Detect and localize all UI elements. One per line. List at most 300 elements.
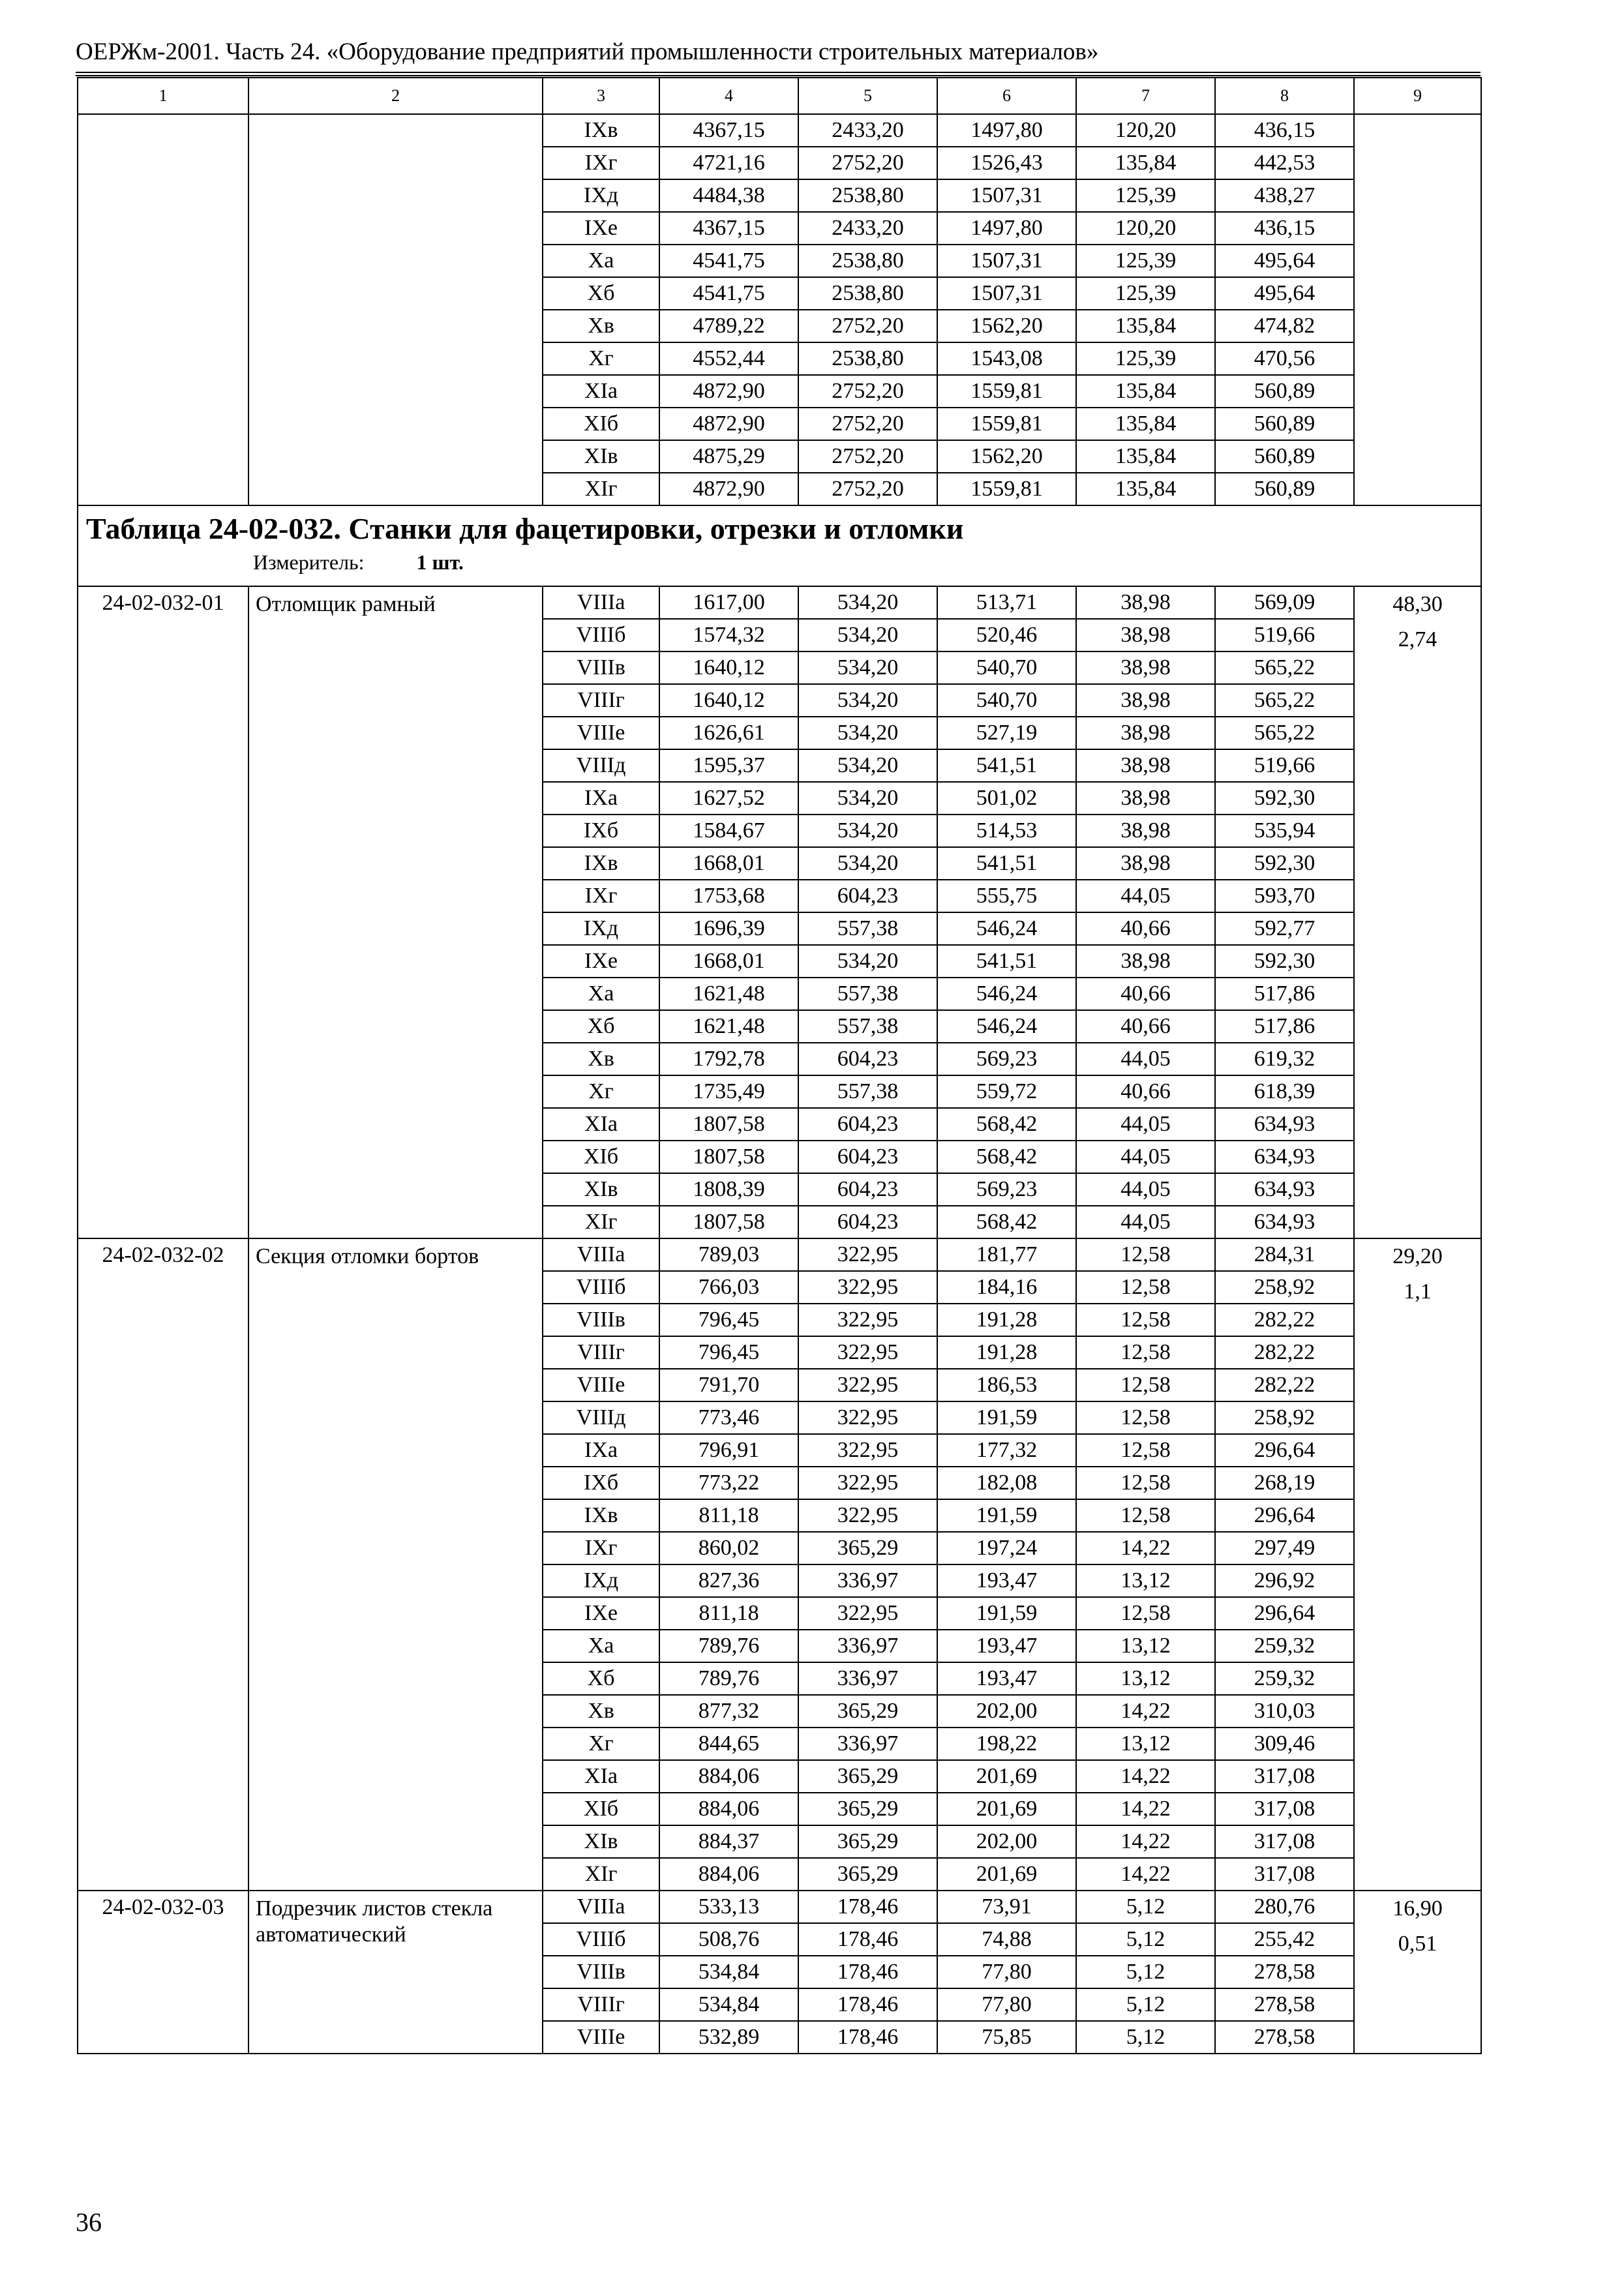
data-cell: 44,05 — [1076, 1173, 1215, 1206]
data-cell: Xб — [543, 1010, 659, 1043]
data-cell: 4872,90 — [659, 408, 798, 440]
data-cell: 604,23 — [798, 1043, 937, 1075]
data-cell: VIIIг — [543, 1336, 659, 1369]
data-cell: 13,12 — [1076, 1728, 1215, 1760]
col9-value: 1,1 — [1404, 1279, 1432, 1304]
data-cell: 278,58 — [1215, 1988, 1354, 2021]
data-cell: 634,93 — [1215, 1108, 1354, 1141]
data-cell: 1627,52 — [659, 782, 798, 815]
data-cell: 5,12 — [1076, 1923, 1215, 1956]
page-number: 36 — [76, 2207, 102, 2237]
data-cell: 125,39 — [1076, 245, 1215, 277]
data-cell: 258,92 — [1215, 1401, 1354, 1434]
data-cell: 495,64 — [1215, 245, 1354, 277]
data-cell: 258,92 — [1215, 1271, 1354, 1304]
name-cell: Подрезчик листов стекла автоматический — [248, 1891, 543, 2054]
data-cell: VIIIе — [543, 1369, 659, 1401]
data-cell: 592,30 — [1215, 847, 1354, 880]
data-cell: IXг — [543, 147, 659, 179]
data-cell: 1507,31 — [937, 245, 1076, 277]
data-cell: 1807,58 — [659, 1108, 798, 1141]
data-cell: 40,66 — [1076, 912, 1215, 945]
data-cell: 604,23 — [798, 1141, 937, 1173]
data-cell: 1621,48 — [659, 1010, 798, 1043]
data-cell: 557,38 — [798, 1075, 937, 1108]
data-cell: 322,95 — [798, 1597, 937, 1630]
data-cell: IXв — [543, 847, 659, 880]
data-cell: IXб — [543, 1467, 659, 1499]
data-cell: XIг — [543, 1206, 659, 1238]
data-cell: 135,84 — [1076, 310, 1215, 342]
data-cell: 2433,20 — [798, 114, 937, 147]
data-cell: 1543,08 — [937, 342, 1076, 375]
data-cell: 634,93 — [1215, 1141, 1354, 1173]
data-cell: XIб — [543, 1141, 659, 1173]
data-cell: 77,80 — [937, 1988, 1076, 2021]
measure-label: Измеритель: — [253, 550, 365, 574]
data-cell: 282,22 — [1215, 1304, 1354, 1336]
data-cell: 517,86 — [1215, 978, 1354, 1010]
data-cell: 4875,29 — [659, 440, 798, 473]
measure-value: 1 шт. — [416, 550, 464, 574]
data-cell: 40,66 — [1076, 1010, 1215, 1043]
data-cell: 546,24 — [937, 912, 1076, 945]
data-cell: 284,31 — [1215, 1238, 1354, 1271]
data-cell: 309,46 — [1215, 1728, 1354, 1760]
data-cell: XIа — [543, 375, 659, 408]
data-cell: 14,22 — [1076, 1695, 1215, 1728]
data-cell: 317,08 — [1215, 1760, 1354, 1793]
data-cell: 178,46 — [798, 1956, 937, 1988]
col9-value: 0,51 — [1398, 1932, 1437, 1956]
data-cell: 436,15 — [1215, 212, 1354, 245]
data-cell: 201,69 — [937, 1793, 1076, 1825]
data-cell: 297,49 — [1215, 1532, 1354, 1564]
data-cell: 560,89 — [1215, 440, 1354, 473]
data-cell: 860,02 — [659, 1532, 798, 1564]
data-cell: 4367,15 — [659, 114, 798, 147]
data-cell: 4552,44 — [659, 342, 798, 375]
col9-value: 29,20 — [1392, 1244, 1443, 1268]
data-cell: 322,95 — [798, 1369, 937, 1401]
data-cell: 191,28 — [937, 1336, 1076, 1369]
data-cell: IXе — [543, 212, 659, 245]
data-cell: 1574,32 — [659, 619, 798, 651]
data-cell: 2433,20 — [798, 212, 937, 245]
data-cell: 877,32 — [659, 1695, 798, 1728]
data-cell: 604,23 — [798, 880, 937, 912]
data-cell: 365,29 — [798, 1858, 937, 1891]
table-title-row — [78, 505, 1481, 586]
data-cell: 120,20 — [1076, 212, 1215, 245]
data-cell: 565,22 — [1215, 684, 1354, 717]
data-cell: 2752,20 — [798, 147, 937, 179]
data-cell: 1559,81 — [937, 408, 1076, 440]
data-cell: 282,22 — [1215, 1336, 1354, 1369]
data-cell: 38,98 — [1076, 847, 1215, 880]
data-cell: 534,84 — [659, 1988, 798, 2021]
data-cell: 592,77 — [1215, 912, 1354, 945]
data-cell: VIIIб — [543, 619, 659, 651]
data-cell: 322,95 — [798, 1336, 937, 1369]
data-cell: 2752,20 — [798, 310, 937, 342]
data-cell: 4484,38 — [659, 179, 798, 212]
name-cell: Секция отломки бортов — [248, 1238, 543, 1891]
data-cell: 40,66 — [1076, 1075, 1215, 1108]
data-cell: XIг — [543, 1858, 659, 1891]
data-cell: 884,37 — [659, 1825, 798, 1858]
data-cell: 1562,20 — [937, 440, 1076, 473]
data-cell: 557,38 — [798, 978, 937, 1010]
column-number: 9 — [1354, 78, 1481, 114]
data-cell: 592,30 — [1215, 945, 1354, 978]
data-cell: 1640,12 — [659, 684, 798, 717]
data-cell: IXб — [543, 815, 659, 847]
data-cell: Xг — [543, 1075, 659, 1108]
data-cell: IXг — [543, 1532, 659, 1564]
data-cell: 44,05 — [1076, 1108, 1215, 1141]
data-cell: 560,89 — [1215, 408, 1354, 440]
data-cell: VIIIе — [543, 717, 659, 749]
table-row — [78, 1238, 1481, 1271]
data-cell: 259,32 — [1215, 1662, 1354, 1695]
data-cell: 14,22 — [1076, 1858, 1215, 1891]
name-cell — [248, 114, 543, 505]
data-cell: 796,45 — [659, 1304, 798, 1336]
data-cell: 534,20 — [798, 651, 937, 684]
data-cell: 120,20 — [1076, 114, 1215, 147]
data-cell: 534,20 — [798, 717, 937, 749]
data-cell: 773,46 — [659, 1401, 798, 1434]
data-cell: 2538,80 — [798, 245, 937, 277]
data-cell: VIIIе — [543, 2021, 659, 2054]
data-cell: 470,56 — [1215, 342, 1354, 375]
data-cell: 278,58 — [1215, 2021, 1354, 2054]
data-cell: VIIIв — [543, 1304, 659, 1336]
data-cell: 365,29 — [798, 1760, 937, 1793]
data-cell: IXа — [543, 782, 659, 815]
header-rule-double — [76, 75, 1481, 76]
data-cell: Xг — [543, 1728, 659, 1760]
data-cell: 181,77 — [937, 1238, 1076, 1271]
data-cell: 1668,01 — [659, 847, 798, 880]
data-cell: 125,39 — [1076, 277, 1215, 310]
data-cell: 178,46 — [798, 1988, 937, 2021]
data-cell: 282,22 — [1215, 1369, 1354, 1401]
data-cell: 278,58 — [1215, 1956, 1354, 1988]
data-cell: 534,20 — [798, 847, 937, 880]
data-cell: 317,08 — [1215, 1793, 1354, 1825]
data-cell: 38,98 — [1076, 684, 1215, 717]
data-cell: 5,12 — [1076, 1891, 1215, 1923]
table-row — [78, 586, 1481, 619]
data-cell: XIв — [543, 1825, 659, 1858]
data-cell: VIIIа — [543, 1891, 659, 1923]
data-cell: 527,19 — [937, 717, 1076, 749]
data-cell: 296,92 — [1215, 1564, 1354, 1597]
data-cell: 438,27 — [1215, 179, 1354, 212]
data-cell: 1753,68 — [659, 880, 798, 912]
data-cell: 14,22 — [1076, 1825, 1215, 1858]
data-cell: VIIIб — [543, 1923, 659, 1956]
name-cell: Отломщик рамный — [248, 586, 543, 1238]
data-cell: 2538,80 — [798, 277, 937, 310]
data-cell: IXв — [543, 114, 659, 147]
data-cell: 12,58 — [1076, 1238, 1215, 1271]
data-cell: 474,82 — [1215, 310, 1354, 342]
table-row — [78, 114, 1481, 147]
data-cell: 1497,80 — [937, 212, 1076, 245]
data-cell: 135,84 — [1076, 408, 1215, 440]
data-cell: 569,23 — [937, 1173, 1076, 1206]
data-cell: 604,23 — [798, 1173, 937, 1206]
data-cell: 38,98 — [1076, 619, 1215, 651]
data-cell: 255,42 — [1215, 1923, 1354, 1956]
data-cell: 178,46 — [798, 1891, 937, 1923]
data-cell: 565,22 — [1215, 717, 1354, 749]
data-cell: 773,22 — [659, 1467, 798, 1499]
data-cell: 13,12 — [1076, 1630, 1215, 1662]
data-cell: 569,09 — [1215, 586, 1354, 619]
data-cell: 13,12 — [1076, 1662, 1215, 1695]
data-cell: 191,28 — [937, 1304, 1076, 1336]
data-cell: 533,13 — [659, 1891, 798, 1923]
data-cell: 519,66 — [1215, 619, 1354, 651]
data-cell: 322,95 — [798, 1304, 937, 1336]
data-cell: 193,47 — [937, 1662, 1076, 1695]
data-cell: 559,72 — [937, 1075, 1076, 1108]
data-cell: 811,18 — [659, 1499, 798, 1532]
document-header: ОЕРЖм-2001. Часть 24. «Оборудование предприятий промышленности строительных материалов» — [76, 38, 1099, 65]
data-cell: 280,76 — [1215, 1891, 1354, 1923]
data-cell: 555,75 — [937, 880, 1076, 912]
col9-cell — [1354, 1891, 1481, 2054]
data-cell: 296,64 — [1215, 1434, 1354, 1467]
data-cell: 789,03 — [659, 1238, 798, 1271]
data-cell: IXд — [543, 179, 659, 212]
col9-cell — [1354, 1238, 1481, 1891]
code-cell: 24-02-032-01 — [78, 586, 248, 1238]
data-cell: 789,76 — [659, 1662, 798, 1695]
data-cell: 322,95 — [798, 1271, 937, 1304]
data-cell: IXа — [543, 1434, 659, 1467]
data-cell: 12,58 — [1076, 1467, 1215, 1499]
data-cell: 811,18 — [659, 1597, 798, 1630]
data-cell: IXе — [543, 1597, 659, 1630]
data-cell: 1559,81 — [937, 375, 1076, 408]
table-title: Таблица 24-02-032. Станки для фацетировки, отрезки и отломки — [86, 512, 964, 545]
data-cell: 2752,20 — [798, 408, 937, 440]
data-cell: 2538,80 — [798, 342, 937, 375]
data-cell: 322,95 — [798, 1499, 937, 1532]
data-cell: 14,22 — [1076, 1532, 1215, 1564]
data-cell: VIIIг — [543, 1988, 659, 2021]
data-cell: 442,53 — [1215, 147, 1354, 179]
data-cell: 198,22 — [937, 1728, 1076, 1760]
data-cell: 12,58 — [1076, 1597, 1215, 1630]
data-cell: 1526,43 — [937, 147, 1076, 179]
data-cell: 125,39 — [1076, 179, 1215, 212]
column-number: 2 — [248, 78, 543, 114]
data-cell: 44,05 — [1076, 880, 1215, 912]
data-cell: 592,30 — [1215, 782, 1354, 815]
data-cell: 884,06 — [659, 1760, 798, 1793]
data-cell: 604,23 — [798, 1206, 937, 1238]
data-cell: 1562,20 — [937, 310, 1076, 342]
data-cell: 535,94 — [1215, 815, 1354, 847]
data-cell: 12,58 — [1076, 1336, 1215, 1369]
data-cell: 38,98 — [1076, 815, 1215, 847]
data-cell: 2752,20 — [798, 473, 937, 505]
data-cell: 568,42 — [937, 1141, 1076, 1173]
rates-table — [77, 77, 1482, 2054]
data-cell: 1595,37 — [659, 749, 798, 782]
data-cell: 884,06 — [659, 1793, 798, 1825]
data-cell: 534,20 — [798, 782, 937, 815]
data-cell: 202,00 — [937, 1825, 1076, 1858]
data-cell: 508,76 — [659, 1923, 798, 1956]
data-cell: XIа — [543, 1760, 659, 1793]
data-cell: 74,88 — [937, 1923, 1076, 1956]
column-number: 7 — [1076, 78, 1215, 114]
data-cell: Xв — [543, 310, 659, 342]
data-cell: 201,69 — [937, 1760, 1076, 1793]
data-cell: VIIIа — [543, 1238, 659, 1271]
col9-value: 16,90 — [1392, 1896, 1443, 1921]
data-cell: XIв — [543, 1173, 659, 1206]
code-cell — [78, 114, 248, 505]
data-cell: 12,58 — [1076, 1401, 1215, 1434]
data-cell: 593,70 — [1215, 880, 1354, 912]
data-cell: 541,51 — [937, 847, 1076, 880]
data-cell: 365,29 — [798, 1532, 937, 1564]
data-cell: 12,58 — [1076, 1434, 1215, 1467]
data-cell: 193,47 — [937, 1564, 1076, 1597]
data-cell: VIIIб — [543, 1271, 659, 1304]
column-numbers-row — [78, 78, 1481, 114]
data-cell: 202,00 — [937, 1695, 1076, 1728]
data-cell: 634,93 — [1215, 1206, 1354, 1238]
data-cell: Xа — [543, 245, 659, 277]
data-cell: 541,51 — [937, 749, 1076, 782]
data-cell: 336,97 — [798, 1564, 937, 1597]
measure-line — [86, 548, 1475, 576]
data-cell: 336,97 — [798, 1630, 937, 1662]
code-cell: 24-02-032-03 — [78, 1891, 248, 2054]
data-cell: 2752,20 — [798, 375, 937, 408]
data-cell: 541,51 — [937, 945, 1076, 978]
data-cell: 884,06 — [659, 1858, 798, 1891]
data-cell: 1507,31 — [937, 179, 1076, 212]
data-cell: 38,98 — [1076, 717, 1215, 749]
data-cell: 177,32 — [937, 1434, 1076, 1467]
data-cell: 534,20 — [798, 815, 937, 847]
data-cell: 565,22 — [1215, 651, 1354, 684]
data-cell: 38,98 — [1076, 586, 1215, 619]
data-cell: 1792,78 — [659, 1043, 798, 1075]
data-cell: XIб — [543, 408, 659, 440]
data-cell: 1497,80 — [937, 114, 1076, 147]
data-cell: 296,64 — [1215, 1499, 1354, 1532]
data-cell: 568,42 — [937, 1108, 1076, 1141]
data-cell: 546,24 — [937, 1010, 1076, 1043]
data-cell: 186,53 — [937, 1369, 1076, 1401]
header-rule — [76, 72, 1481, 73]
col9-value: 48,30 — [1392, 592, 1443, 616]
data-cell: 44,05 — [1076, 1206, 1215, 1238]
data-cell: 322,95 — [798, 1434, 937, 1467]
data-cell: 38,98 — [1076, 749, 1215, 782]
data-cell: 1626,61 — [659, 717, 798, 749]
data-cell: 12,58 — [1076, 1369, 1215, 1401]
data-cell: 560,89 — [1215, 375, 1354, 408]
data-cell: IXв — [543, 1499, 659, 1532]
data-cell: Xв — [543, 1695, 659, 1728]
data-cell: 12,58 — [1076, 1271, 1215, 1304]
data-cell: 1807,58 — [659, 1141, 798, 1173]
data-cell: 540,70 — [937, 651, 1076, 684]
data-cell: 557,38 — [798, 1010, 937, 1043]
data-cell: XIв — [543, 440, 659, 473]
data-cell: 634,93 — [1215, 1173, 1354, 1206]
data-cell: 534,20 — [798, 945, 937, 978]
data-cell: 191,59 — [937, 1499, 1076, 1532]
data-cell: 44,05 — [1076, 1043, 1215, 1075]
data-cell: IXд — [543, 1564, 659, 1597]
data-cell: 12,58 — [1076, 1304, 1215, 1336]
data-cell: Xа — [543, 1630, 659, 1662]
data-cell: 14,22 — [1076, 1760, 1215, 1793]
data-cell: IXд — [543, 912, 659, 945]
data-cell: 568,42 — [937, 1206, 1076, 1238]
data-cell: 317,08 — [1215, 1825, 1354, 1858]
data-cell: 317,08 — [1215, 1858, 1354, 1891]
data-cell: 1735,49 — [659, 1075, 798, 1108]
data-cell: 546,24 — [937, 978, 1076, 1010]
data-cell: 534,20 — [798, 749, 937, 782]
data-cell: 534,20 — [798, 684, 937, 717]
data-cell: 766,03 — [659, 1271, 798, 1304]
data-cell: 1584,67 — [659, 815, 798, 847]
data-cell: IXг — [543, 880, 659, 912]
data-cell: VIIIд — [543, 1401, 659, 1434]
code-cell: 24-02-032-02 — [78, 1238, 248, 1891]
data-cell: 1808,39 — [659, 1173, 798, 1206]
column-number: 6 — [937, 78, 1076, 114]
data-cell: Xа — [543, 978, 659, 1010]
data-cell: 604,23 — [798, 1108, 937, 1141]
data-cell: 534,20 — [798, 586, 937, 619]
data-cell: 4789,22 — [659, 310, 798, 342]
data-cell: VIIIд — [543, 749, 659, 782]
column-number: 4 — [659, 78, 798, 114]
data-cell: 135,84 — [1076, 147, 1215, 179]
data-cell: VIIIа — [543, 586, 659, 619]
data-cell: 184,16 — [937, 1271, 1076, 1304]
data-cell: 532,89 — [659, 2021, 798, 2054]
data-cell: 14,22 — [1076, 1793, 1215, 1825]
data-cell: 4541,75 — [659, 277, 798, 310]
data-cell: 1559,81 — [937, 473, 1076, 505]
data-cell: VIIIв — [543, 1956, 659, 1988]
data-cell: 38,98 — [1076, 945, 1215, 978]
data-cell: 38,98 — [1076, 782, 1215, 815]
data-cell: 534,20 — [798, 619, 937, 651]
column-number: 5 — [798, 78, 937, 114]
data-cell: 178,46 — [798, 2021, 937, 2054]
data-cell: 135,84 — [1076, 375, 1215, 408]
data-cell: 40,66 — [1076, 978, 1215, 1010]
